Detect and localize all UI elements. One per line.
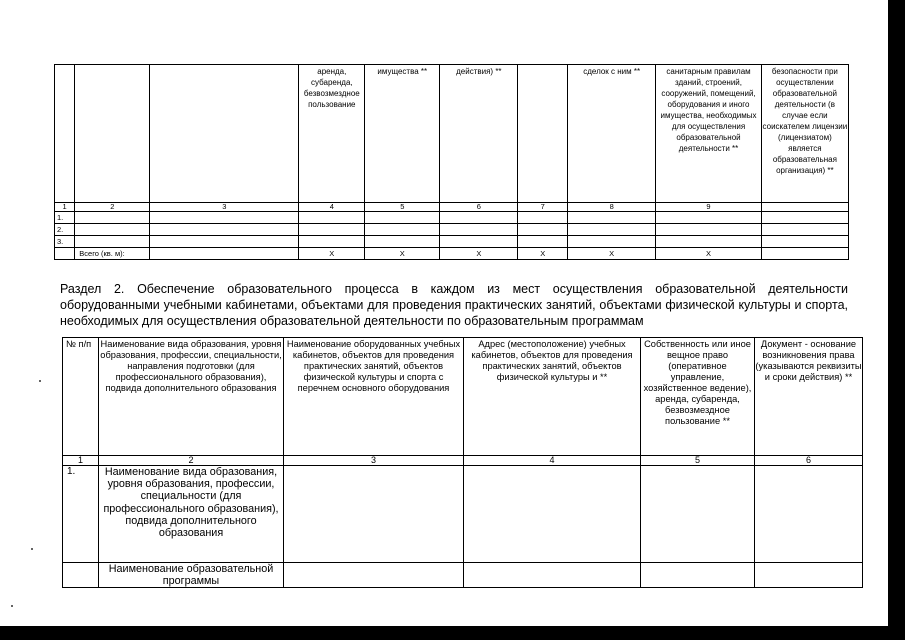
table-cell: [440, 236, 518, 248]
col-number: 5: [365, 203, 440, 212]
row-number: 1.: [55, 212, 75, 224]
table-row: [55, 236, 849, 248]
col-number: 5: [641, 456, 755, 466]
total-mark: Х: [656, 248, 761, 260]
table-cell: [365, 212, 440, 224]
col-number: [761, 203, 848, 212]
table-cell: [299, 224, 365, 236]
table-row: [55, 224, 849, 236]
table-cell: [518, 224, 568, 236]
table-cell: [440, 212, 518, 224]
header-cell-sanitary: санитарным правилам зданий, строений, сооружений, помещений, оборудования и иного имущества, необходимых для осуществления образовательной деятельности **: [656, 65, 761, 203]
row-number: 2.: [55, 224, 75, 236]
header-cell-validity: действия) **: [440, 65, 518, 203]
table-cell: [568, 224, 656, 236]
col-number: 2: [75, 203, 150, 212]
column-number-row: [55, 203, 849, 212]
total-label: Всего (кв. м):: [75, 248, 150, 260]
column-number-row: [63, 456, 863, 466]
total-row: [55, 248, 849, 260]
program-name-cell: Наименование образовательной программы: [99, 563, 284, 588]
table-cell: [656, 236, 761, 248]
header-education-type: Наименование вида образования, уровня образования, профессии, специальности, направления подготовки (для профессионального образования), подвида дополнительного образования: [99, 338, 284, 456]
total-mark: Х: [299, 248, 365, 260]
table-cell: [761, 212, 848, 224]
table-row: [55, 212, 849, 224]
header-cell: [55, 65, 75, 203]
col-number: 6: [755, 456, 863, 466]
table-cell: [755, 466, 863, 563]
table-cell: [464, 563, 641, 588]
section2-table: [62, 337, 863, 588]
col-number: 3: [284, 456, 464, 466]
header-address: Адрес (местоположение) учебных кабинетов, объектов для проведения практических занятий, объектов физической культуры и **: [464, 338, 641, 456]
total-mark: Х: [518, 248, 568, 260]
col-number: 9: [656, 203, 761, 212]
col-number: 4: [464, 456, 641, 466]
header-cell: [150, 65, 299, 203]
header-cell: [75, 65, 150, 203]
header-cell-safety: безопасности при осуществлении образовательной деятельности (в случае если соискателем лицензии (лицензиатом) является образовательная организация) **: [761, 65, 848, 203]
scan-speck: [31, 548, 33, 550]
table-cell: [518, 212, 568, 224]
col-number: 1: [55, 203, 75, 212]
table-cell: [150, 224, 299, 236]
table-cell: [63, 563, 99, 588]
scan-border-right: [888, 0, 905, 640]
row-number: 3.: [55, 236, 75, 248]
table-header-row: [55, 65, 849, 203]
row-number: 1.: [63, 466, 99, 563]
section1-table: [54, 64, 849, 260]
table-cell: [284, 563, 464, 588]
scan-speck: [11, 605, 13, 607]
section2-heading: Раздел 2. Обеспечение образовательного процесса в каждом из мест осуществления образовательной деятельности оборудованными учебными кабинетами, объектами для проведения практических занятий, объектами физической культуры и спорта, необходимых для осуществления образовательной деятельности по образовательным программам: [60, 282, 848, 328]
table-cell: [75, 224, 150, 236]
scan-speck: [39, 380, 41, 382]
table-cell: [656, 212, 761, 224]
table-cell: [518, 236, 568, 248]
table-cell: [641, 563, 755, 588]
col-number: 7: [518, 203, 568, 212]
col-number: 8: [568, 203, 656, 212]
scan-border-bottom: [0, 626, 905, 640]
table-row: [63, 563, 863, 588]
col-number: 6: [440, 203, 518, 212]
table-cell: [284, 466, 464, 563]
table-cell: [150, 236, 299, 248]
col-number: 1: [63, 456, 99, 466]
table-row: [63, 466, 863, 563]
table-cell: [75, 212, 150, 224]
education-type-cell: Наименование вида образования, уровня образования, профессии, специальности (для профессионального образования), подвида дополнительного образования: [99, 466, 284, 563]
header-cell-transactions: сделок с ним **: [568, 65, 656, 203]
total-mark: Х: [365, 248, 440, 260]
table-cell: [299, 236, 365, 248]
col-number: 4: [299, 203, 365, 212]
table-cell: [761, 236, 848, 248]
table-cell: [641, 466, 755, 563]
table-cell: [150, 248, 299, 260]
table-cell: [568, 236, 656, 248]
total-mark: Х: [568, 248, 656, 260]
col-number: 3: [150, 203, 299, 212]
table-cell: [568, 212, 656, 224]
table-cell: [150, 212, 299, 224]
table-cell: [656, 224, 761, 236]
table-cell: [299, 212, 365, 224]
header-cell-ownership: аренда, субаренда, безвозмездное пользование: [299, 65, 365, 203]
header-number: № п/п: [63, 338, 99, 456]
header-document: Документ - основание возникновения права (указываются реквизиты и сроки действия) **: [755, 338, 863, 456]
table-cell: [365, 224, 440, 236]
table-cell: [755, 563, 863, 588]
header-cell: [518, 65, 568, 203]
total-mark: Х: [440, 248, 518, 260]
table-cell: [55, 248, 75, 260]
table-cell: [75, 236, 150, 248]
table-cell: [464, 466, 641, 563]
header-ownership: Собственность или иное вещное право (оперативное управление, хозяйственное ведение), аренда, субаренда, безвозмездное пользование **: [641, 338, 755, 456]
header-cell-property: имущества **: [365, 65, 440, 203]
table-cell: [365, 236, 440, 248]
table-header-row: [63, 338, 863, 456]
table-cell: [440, 224, 518, 236]
table-cell: [761, 248, 848, 260]
col-number: 2: [99, 456, 284, 466]
header-equipped-rooms: Наименование оборудованных учебных кабинетов, объектов для проведения практических занятий, объектов физической культуры и спорта с перечнем основного оборудования: [284, 338, 464, 456]
table-cell: [761, 224, 848, 236]
